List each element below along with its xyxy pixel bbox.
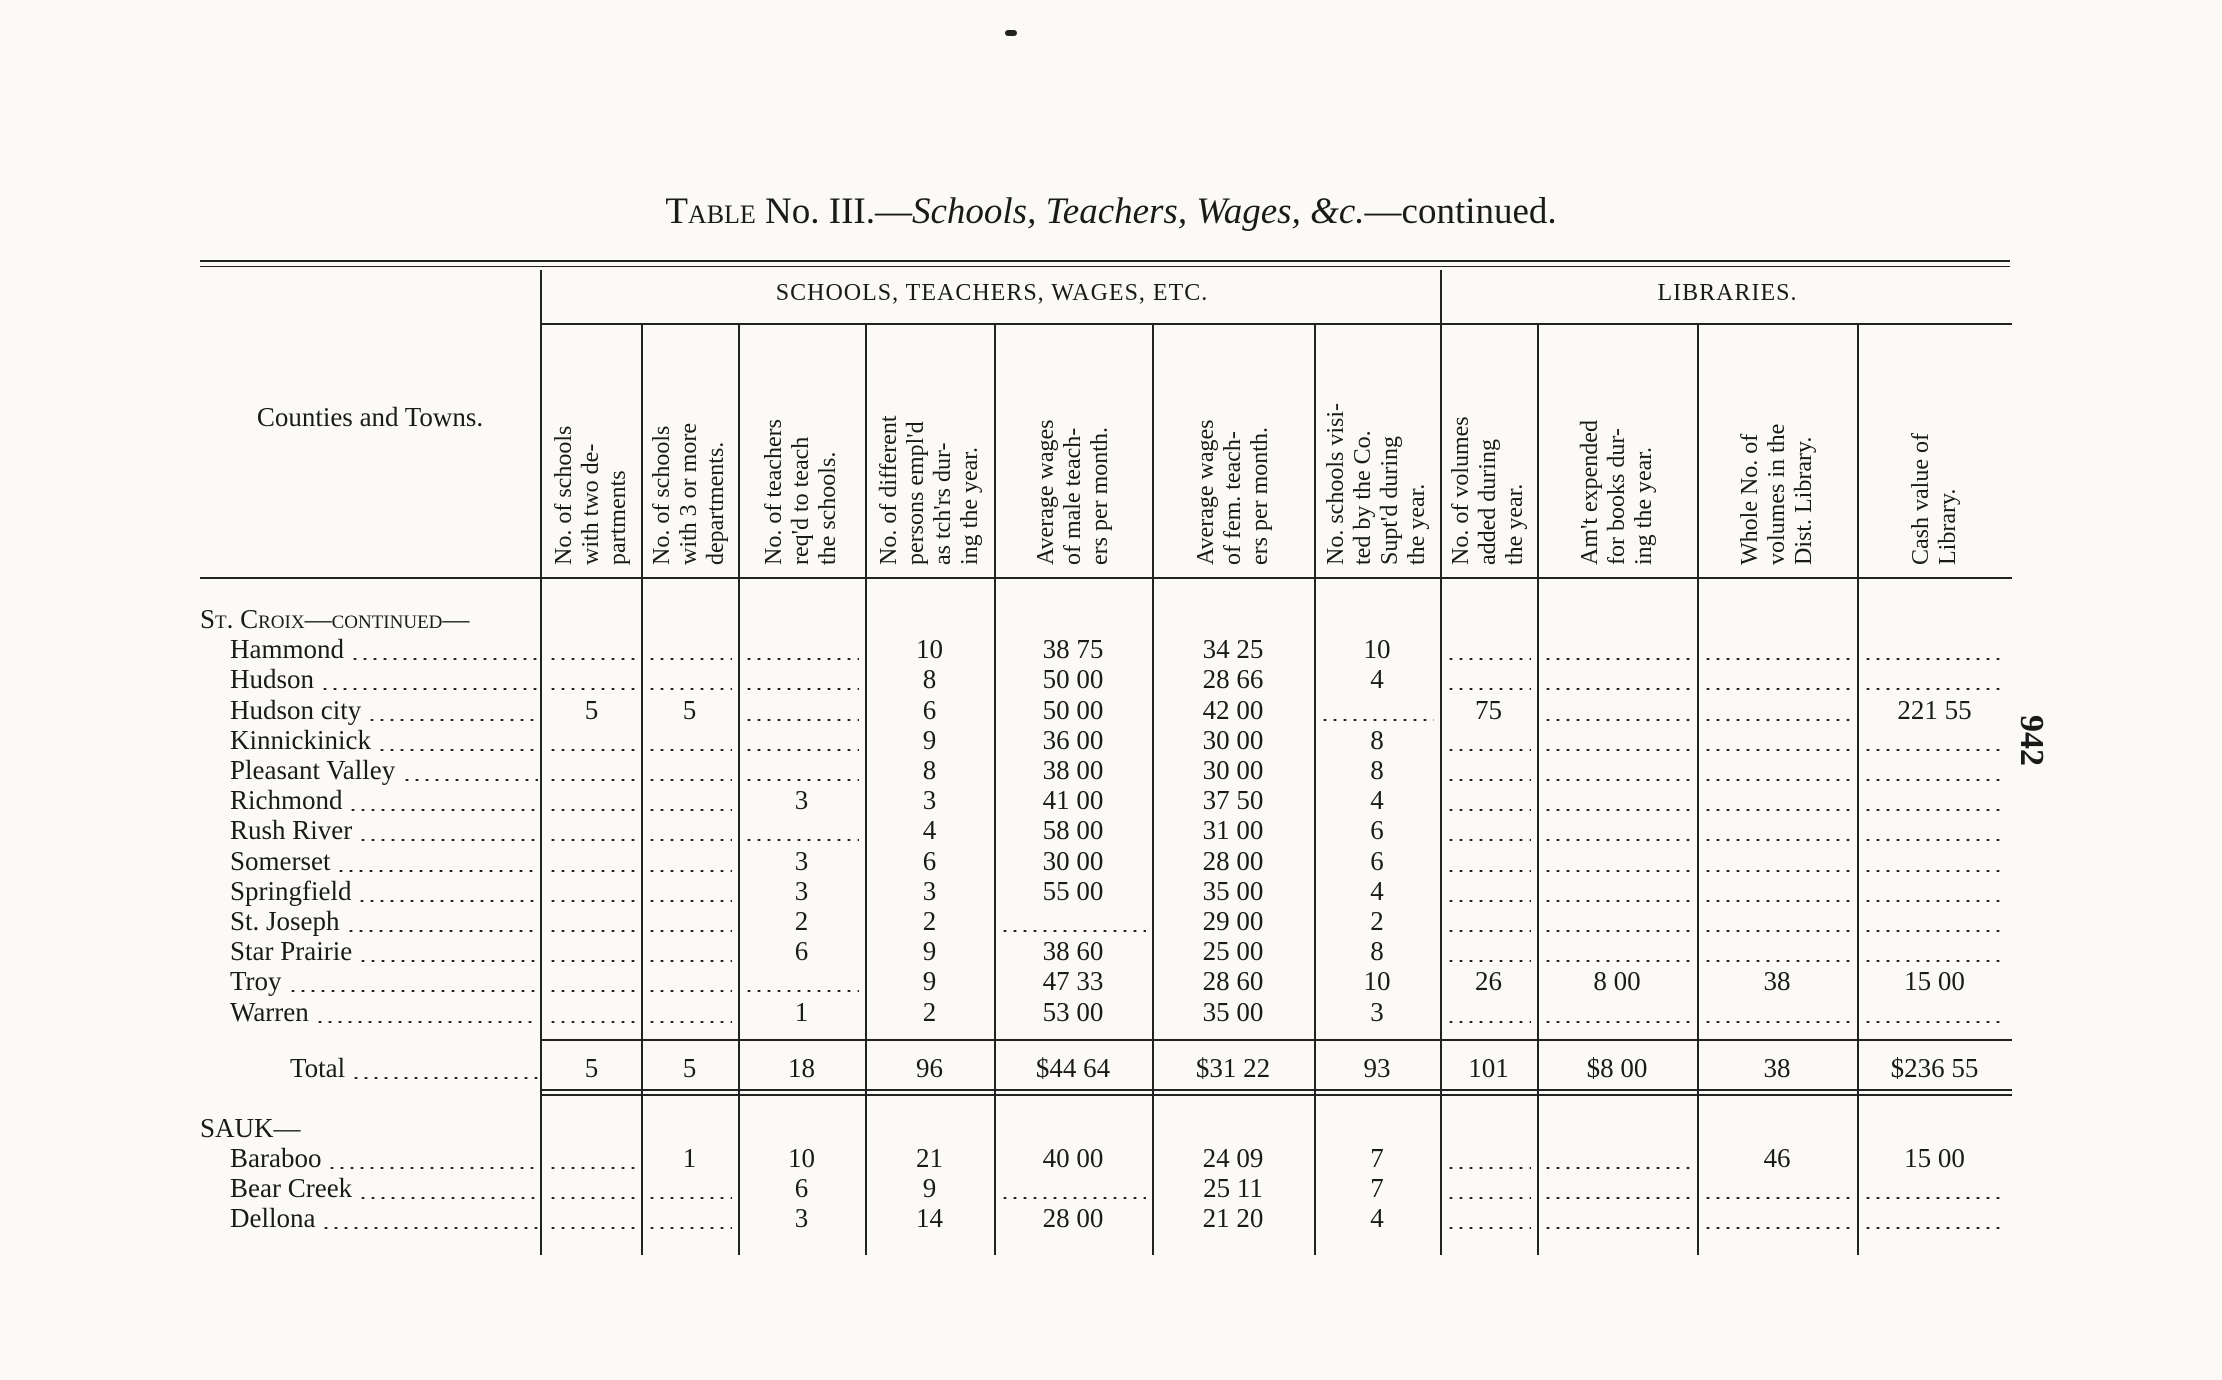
dot-leader <box>1543 1227 1691 1229</box>
total-cell: $236 55 <box>1890 1052 1979 1083</box>
data-cell: 8 <box>1370 755 1384 785</box>
data-cell: 38 <box>1763 966 1791 997</box>
total-cell: 101 <box>1468 1052 1509 1083</box>
dot-leader <box>548 839 635 841</box>
header-group-libraries: LIBRARIES. <box>1657 280 1798 306</box>
data-cell: 6 <box>1370 815 1384 846</box>
data-cell: 38 60 <box>1042 936 1104 967</box>
dot-leader <box>647 900 732 902</box>
data-cell: 50 00 <box>1042 664 1104 695</box>
dot-leader <box>1446 960 1531 962</box>
column-rule <box>540 270 542 1255</box>
data-cell: 24 09 <box>1202 1143 1264 1173</box>
dot-leader <box>647 930 732 932</box>
data-cell: 10 <box>916 634 943 665</box>
total-label: Total <box>290 1052 346 1083</box>
town-name: Hudson <box>230 664 315 695</box>
total-bottom-rule <box>540 1094 2012 1096</box>
dot-leader <box>1703 749 1851 751</box>
page-number: 942 <box>2013 715 2050 766</box>
data-cell: 28 00 <box>1202 845 1264 876</box>
town-name: Pleasant Valley <box>230 755 396 785</box>
dot-leader <box>647 688 732 690</box>
town-name: Dellona <box>230 1203 316 1234</box>
total-cell: 93 <box>1363 1052 1391 1083</box>
dot-leader <box>1703 870 1851 872</box>
dot-leader <box>402 779 538 781</box>
data-cell: 15 00 <box>1904 1143 1965 1173</box>
dot-leader <box>1446 779 1531 781</box>
data-cell: 8 <box>922 664 937 695</box>
data-cell: 75 <box>1475 694 1502 725</box>
total-rule <box>540 1039 2012 1041</box>
dot-leader <box>1543 1167 1691 1169</box>
dot-leader <box>1446 839 1531 841</box>
dot-leader <box>351 1077 538 1079</box>
dot-leader <box>1703 1227 1851 1229</box>
data-cell: 38 00 <box>1042 755 1104 785</box>
data-cell: 8 00 <box>1593 966 1641 997</box>
dot-leader <box>350 658 538 660</box>
header-bottom-rule <box>200 577 2012 579</box>
dot-leader <box>548 809 635 811</box>
total-cell: 96 <box>916 1052 943 1083</box>
data-cell: 35 00 <box>1202 996 1264 1027</box>
dot-leader <box>647 779 732 781</box>
dot-leader <box>1446 1167 1531 1169</box>
dot-leader <box>288 990 538 992</box>
header-counties-towns: Counties and Towns. <box>256 402 484 432</box>
top-rule <box>200 260 2010 262</box>
total-cell: 5 <box>584 1052 599 1083</box>
data-cell: 6 <box>794 936 809 967</box>
column-heading: No. of schools with two de- partments <box>551 425 631 565</box>
town-name: Hudson city <box>230 694 362 725</box>
dot-leader <box>1543 749 1691 751</box>
data-cell: 35 00 <box>1202 875 1264 906</box>
town-name: Troy <box>230 966 282 997</box>
column-rule <box>1697 325 1699 1255</box>
dot-leader <box>647 960 732 962</box>
data-cell: 10 <box>788 1143 815 1173</box>
town-name: Hammond <box>230 634 344 665</box>
dot-leader <box>744 719 859 721</box>
dot-leader <box>1703 839 1851 841</box>
dot-leader <box>1863 930 2006 932</box>
data-cell: 3 <box>794 1203 809 1234</box>
dot-leader <box>744 990 859 992</box>
dot-leader <box>548 990 635 992</box>
column-heading: No. of teachers req'd to teach the schools. <box>761 419 841 565</box>
column-rule <box>1857 325 1859 1255</box>
dot-leader <box>548 688 635 690</box>
town-name: Rush River <box>230 815 353 846</box>
dot-leader <box>1000 1197 1146 1199</box>
dot-leader <box>548 930 635 932</box>
dot-leader <box>744 658 859 660</box>
dot-leader <box>1863 870 2006 872</box>
town-name: Richmond <box>230 785 343 816</box>
ink-mark <box>1005 30 1017 36</box>
dot-leader <box>647 839 732 841</box>
data-cell: 36 00 <box>1042 724 1104 755</box>
data-cell: 47 33 <box>1042 966 1104 997</box>
column-rule <box>1537 325 1539 1255</box>
dot-leader <box>1863 688 2006 690</box>
data-cell: 28 00 <box>1042 1203 1104 1234</box>
data-cell: 30 00 <box>1202 724 1264 755</box>
dot-leader <box>327 1167 538 1169</box>
data-cell: 8 <box>1370 936 1384 967</box>
dot-leader <box>1703 930 1851 932</box>
data-cell: 3 <box>794 785 809 816</box>
column-heading: Cash value of Library. <box>1907 433 1961 565</box>
dot-leader <box>647 809 732 811</box>
title-prefix: Table <box>665 191 756 232</box>
dot-leader <box>548 779 635 781</box>
data-cell: 7 <box>1370 1143 1384 1173</box>
dot-leader <box>1446 809 1531 811</box>
data-cell: 3 <box>1370 996 1384 1027</box>
dot-leader <box>548 749 635 751</box>
data-cell: 30 00 <box>1042 845 1104 876</box>
total-cell: 5 <box>682 1052 697 1083</box>
data-cell: 9 <box>922 1173 937 1204</box>
data-cell: 10 <box>1363 966 1391 997</box>
total-cell: $44 64 <box>1035 1052 1111 1083</box>
data-cell: 29 00 <box>1202 906 1264 936</box>
data-cell: 6 <box>922 845 937 876</box>
dot-leader <box>1543 960 1691 962</box>
data-cell: 31 00 <box>1202 815 1264 846</box>
column-heading: No. schools visi- ted by the Co. Supt'd during the year. <box>1323 403 1430 565</box>
data-cell: 221 55 <box>1897 694 1972 725</box>
dot-leader <box>1863 1021 2006 1023</box>
data-cell: 3 <box>922 875 937 906</box>
dot-leader <box>1446 870 1531 872</box>
town-name: Baraboo <box>230 1143 322 1173</box>
dot-leader <box>1446 749 1531 751</box>
data-cell: 3 <box>922 785 937 816</box>
data-cell: 30 00 <box>1202 755 1264 785</box>
dot-leader <box>1703 779 1851 781</box>
dot-leader <box>1446 1197 1531 1199</box>
dot-leader <box>744 749 859 751</box>
data-cell: 1 <box>794 996 809 1027</box>
data-cell: 25 00 <box>1202 936 1264 967</box>
column-rule <box>1440 270 1442 1255</box>
dot-leader <box>1863 749 2006 751</box>
data-cell: 2 <box>794 906 809 936</box>
dot-leader <box>1703 1197 1851 1199</box>
dot-leader <box>1863 779 2006 781</box>
column-heading: Average wages of fem. teach- ers per month. <box>1192 419 1273 565</box>
column-rule <box>641 325 643 1255</box>
dot-leader <box>647 1227 732 1229</box>
dot-leader <box>1543 809 1691 811</box>
dot-leader <box>1543 779 1691 781</box>
data-cell: 21 20 <box>1202 1203 1264 1234</box>
dot-leader <box>548 1197 635 1199</box>
title-italic: Schools, Teachers, Wages, &c. <box>911 191 1365 232</box>
column-heading: Average wages of male teach- ers per month. <box>1032 419 1113 565</box>
dot-leader <box>1446 1021 1531 1023</box>
dot-leader <box>744 688 859 690</box>
column-heading: No. of schools with 3 or more departments. <box>649 423 729 565</box>
dot-leader <box>1863 1227 2006 1229</box>
dot-leader <box>336 870 538 872</box>
dot-leader <box>1543 870 1691 872</box>
data-cell: 28 66 <box>1202 664 1264 695</box>
county-heading: SAUK— <box>200 1112 301 1143</box>
dot-leader <box>358 1197 538 1199</box>
dot-leader <box>377 749 538 751</box>
data-cell: 2 <box>922 906 937 936</box>
dot-leader <box>548 870 635 872</box>
data-cell: 6 <box>1370 845 1384 876</box>
data-cell: 3 <box>794 845 809 876</box>
title-number: No. III.— <box>755 191 912 232</box>
dot-leader <box>1543 658 1691 660</box>
data-cell: 28 60 <box>1202 966 1264 997</box>
dot-leader <box>548 1167 635 1169</box>
dot-leader <box>744 839 859 841</box>
dot-leader <box>358 839 538 841</box>
data-cell: 4 <box>1370 1203 1384 1234</box>
town-name: Star Prairie <box>230 936 353 967</box>
dot-leader <box>1446 658 1531 660</box>
total-cell: 18 <box>788 1052 815 1083</box>
data-cell: 25 11 <box>1203 1173 1263 1204</box>
total-cell: $31 22 <box>1195 1052 1271 1083</box>
dot-leader <box>548 960 635 962</box>
dot-leader <box>1543 1197 1691 1199</box>
dot-leader <box>1703 900 1851 902</box>
data-cell: 14 <box>916 1203 943 1234</box>
top-rule-thin <box>200 266 2010 267</box>
data-cell: 9 <box>922 724 937 755</box>
dot-leader <box>1703 809 1851 811</box>
dot-leader <box>1446 688 1531 690</box>
total-cell: $8 00 <box>1586 1052 1648 1083</box>
dot-leader <box>357 900 538 902</box>
data-cell: 4 <box>922 815 937 846</box>
data-cell: 58 00 <box>1042 815 1104 846</box>
data-cell: 15 00 <box>1904 966 1965 997</box>
data-cell: 8 <box>922 755 937 785</box>
town-name: Somerset <box>230 845 331 876</box>
data-cell: 50 00 <box>1042 694 1104 725</box>
dot-leader <box>647 870 732 872</box>
header-group-schools: SCHOOLS, TEACHERS, WAGES, ETC. <box>775 280 1209 306</box>
town-name: Warren <box>230 996 309 1027</box>
data-cell: 38 75 <box>1042 634 1104 665</box>
county-heading: St. Croix—continued— <box>200 604 470 634</box>
data-cell: 55 00 <box>1042 875 1104 906</box>
dot-leader <box>1863 658 2006 660</box>
dot-leader <box>1863 809 2006 811</box>
data-cell: 6 <box>922 694 937 725</box>
title-suffix: —continued. <box>1364 191 1557 232</box>
data-cell: 7 <box>1370 1173 1384 1204</box>
data-cell: 21 <box>916 1143 943 1173</box>
data-cell: 3 <box>794 875 809 906</box>
column-heading: Whole No. of volumes in the Dist. Library. <box>1736 423 1817 565</box>
dot-leader <box>1320 719 1434 721</box>
dot-leader <box>1863 1197 2006 1199</box>
dot-leader <box>744 779 859 781</box>
data-cell: 37 50 <box>1202 785 1264 816</box>
dot-leader <box>321 1227 538 1229</box>
dot-leader <box>548 658 635 660</box>
dot-leader <box>647 658 732 660</box>
dot-leader <box>647 990 732 992</box>
data-cell: 8 <box>1370 724 1384 755</box>
data-cell: 42 00 <box>1202 694 1264 725</box>
dot-leader <box>1446 930 1531 932</box>
column-heading: No. of volumes added during the year. <box>1448 416 1528 565</box>
data-cell: 34 25 <box>1202 634 1264 665</box>
data-cell: 10 <box>1363 634 1391 665</box>
dot-leader <box>1863 900 2006 902</box>
dot-leader <box>346 930 538 932</box>
data-cell: 5 <box>682 694 697 725</box>
dot-leader <box>548 900 635 902</box>
dot-leader <box>1863 960 2006 962</box>
data-cell: 2 <box>922 996 937 1027</box>
dot-leader <box>320 688 538 690</box>
dot-leader <box>315 1021 538 1023</box>
dot-leader <box>647 1197 732 1199</box>
data-cell: 40 00 <box>1042 1143 1104 1173</box>
data-cell: 6 <box>794 1173 809 1204</box>
data-cell: 41 00 <box>1042 785 1104 816</box>
data-cell: 26 <box>1475 966 1502 997</box>
dot-leader <box>1543 719 1691 721</box>
dot-leader <box>1703 1021 1851 1023</box>
dot-leader <box>1543 900 1691 902</box>
dot-leader <box>358 960 538 962</box>
data-cell: 53 00 <box>1042 996 1104 1027</box>
dot-leader <box>647 749 732 751</box>
column-heading: No. of different persons empl'd as tch'rs dur- ing the year. <box>875 415 983 565</box>
town-name: St. Joseph <box>230 906 340 936</box>
data-cell: 4 <box>1370 785 1384 816</box>
dot-leader <box>1543 1021 1691 1023</box>
dot-leader <box>647 1021 732 1023</box>
town-name: Kinnickinick <box>230 724 371 755</box>
dot-leader <box>548 1227 635 1229</box>
dot-leader <box>1703 658 1851 660</box>
town-name: Springfield <box>230 875 352 906</box>
data-cell: 9 <box>922 966 937 997</box>
data-cell: 46 <box>1763 1143 1791 1173</box>
dot-leader <box>348 809 538 811</box>
total-cell: 38 <box>1763 1052 1791 1083</box>
dot-leader <box>1703 688 1851 690</box>
table-title <box>0 190 2222 233</box>
dot-leader <box>1703 719 1851 721</box>
data-cell: 4 <box>1370 664 1384 695</box>
dot-leader <box>367 719 538 721</box>
dot-leader <box>1543 688 1691 690</box>
town-name: Bear Creek <box>230 1173 353 1204</box>
dot-leader <box>1543 839 1691 841</box>
data-cell: 5 <box>584 694 599 725</box>
dot-leader <box>1446 1227 1531 1229</box>
data-cell: 9 <box>922 936 937 967</box>
data-cell: 1 <box>682 1143 697 1173</box>
dot-leader <box>1543 930 1691 932</box>
data-cell: 4 <box>1370 875 1384 906</box>
dot-leader <box>1703 960 1851 962</box>
dot-leader <box>1446 900 1531 902</box>
dot-leader <box>1000 930 1146 932</box>
total-bottom-rule <box>540 1089 2012 1091</box>
column-heading: Am't expended for books dur- ing the year. <box>1576 420 1657 565</box>
data-cell: 2 <box>1370 906 1384 936</box>
dot-leader <box>548 1021 635 1023</box>
dot-leader <box>1863 839 2006 841</box>
